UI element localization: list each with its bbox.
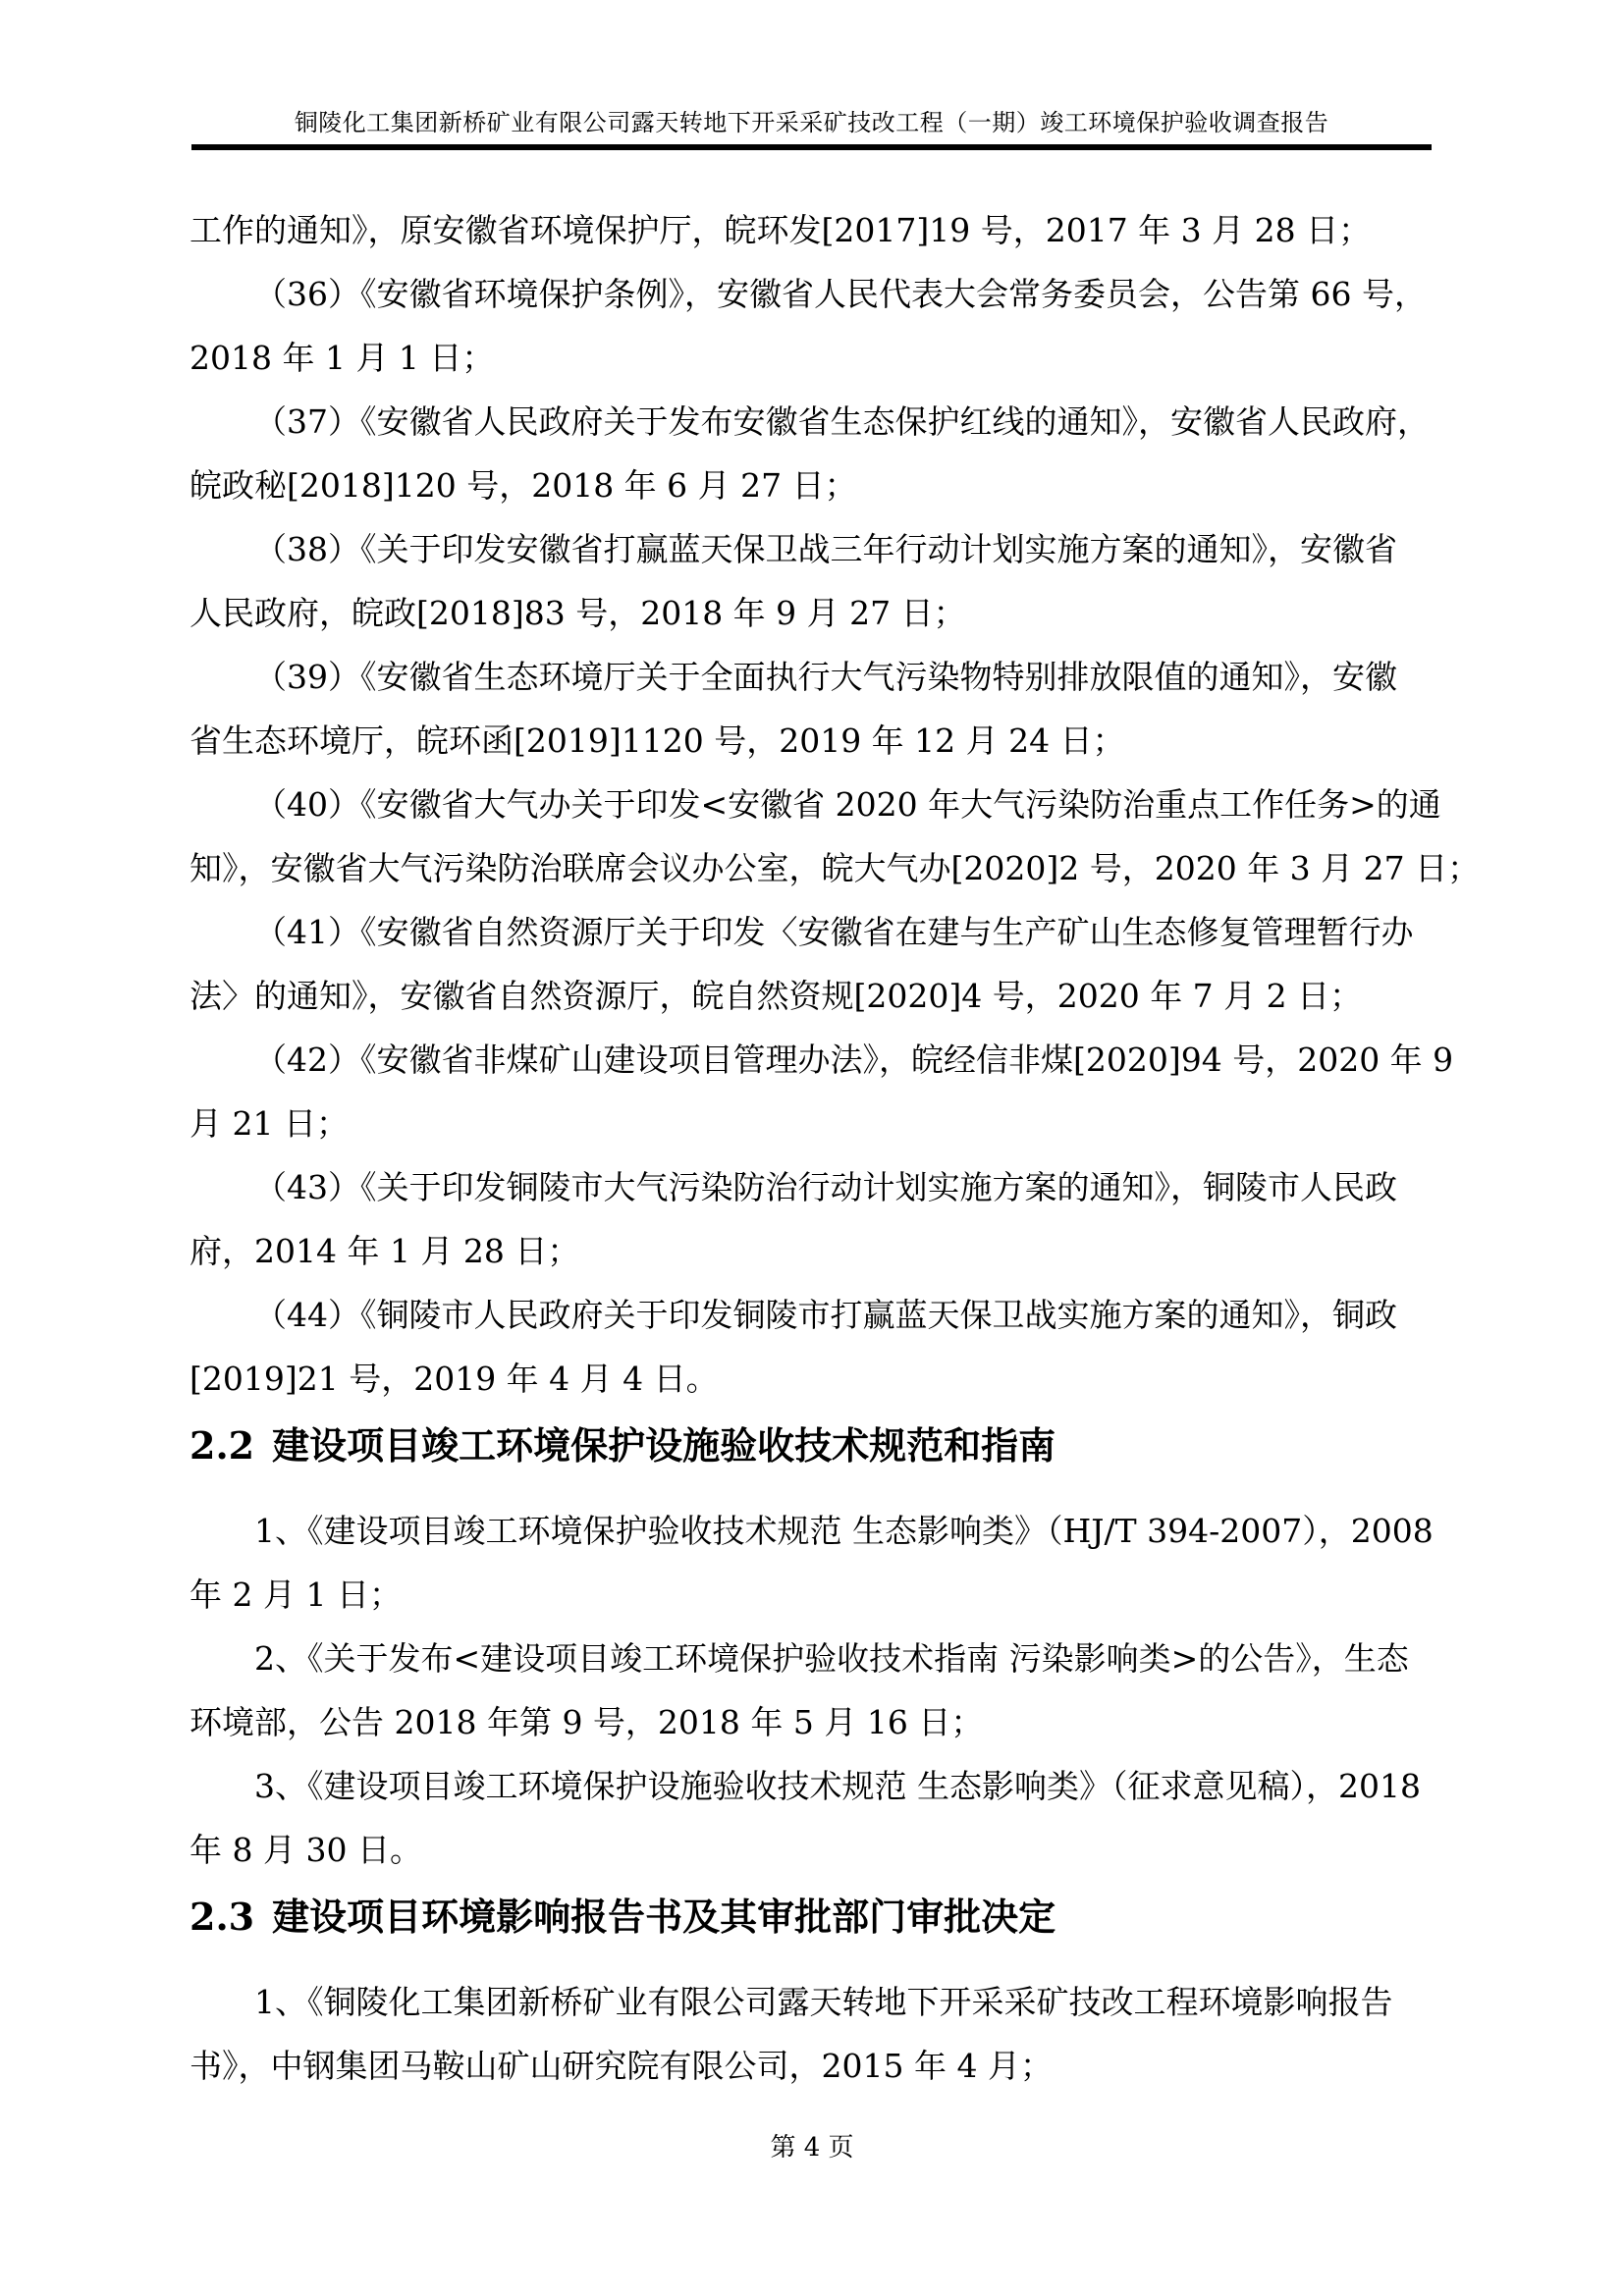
report-header-title: 铜陵化工集团新桥矿业有限公司露天转地下开采采矿技改工程（一期）竣工环境保护验收调查报告	[294, 109, 1329, 136]
body-line: （40）《安徽省大气办关于印发<安徽省 2020 年大气污染防治重点工作任务>的通	[254, 785, 1441, 824]
body-line: 1、《建设项目竣工环境保护验收技术规范 生态影响类》（HJ/T 394-2007），2008	[254, 1512, 1434, 1550]
body-line: 年 8 月 30 日。	[189, 1831, 422, 1869]
page-header	[191, 108, 1432, 150]
body-line: （43）《关于印发铜陵市大气污染防治行动计划实施方案的通知》，铜陵市人民政	[254, 1168, 1397, 1206]
body-line: （37）《安徽省人民政府关于发布安徽省生态保护红线的通知》，安徽省人民政府，	[254, 402, 1430, 441]
body-line: 省生态环境厅，皖环函[2019]1120 号，2019 年 12 月 24 日；	[189, 721, 1125, 760]
body-line: 2018 年 1 月 1 日；	[189, 339, 495, 377]
body-line: 皖政秘[2018]120 号，2018 年 6 月 27 日；	[189, 466, 857, 505]
section-heading-2-3	[189, 1890, 1440, 1944]
section-title: 建设项目竣工环境保护设施验收技术规范和指南	[272, 1423, 1056, 1468]
section-number: 2.2	[189, 1423, 255, 1468]
body-line: [2019]21 号，2019 年 4 月 4 日。	[189, 1360, 719, 1398]
body-line: 2、《关于发布<建设项目竣工环境保护验收技术指南 污染影响类>的公告》，生态	[254, 1639, 1409, 1678]
document-body	[189, 198, 1481, 2098]
page-footer	[0, 2128, 1624, 2167]
body-line: 3、《建设项目竣工环境保护设施验收技术规范 生态影响类》（征求意见稿），2018	[254, 1767, 1421, 1805]
body-line: （39）《安徽省生态环境厅关于全面执行大气污染物特别排放限值的通知》，安徽	[254, 658, 1397, 696]
section-number: 2.3	[189, 1895, 255, 1939]
body-line: 月 21 日；	[189, 1104, 349, 1143]
body-line: 1、《铜陵化工集团新桥矿业有限公司露天转地下开采采矿技改工程环境影响报告	[254, 1983, 1393, 2021]
body-line: 知》，安徽省大气污染防治联席会议办公室，皖大气办[2020]2 号，2020 年 3 月 27 日；	[189, 849, 1481, 887]
body-line: 工作的通知》，原安徽省环境保护厅，皖环发[2017]19 号，2017 年 3 月 28 日；	[189, 211, 1372, 249]
body-line: 书》，中钢集团马鞍山矿山研究院有限公司，2015 年 4 月；	[189, 2047, 1053, 2085]
body-line: 法〉的通知》，安徽省自然资源厅，皖自然资规[2020]4 号，2020 年 7 月 2 日；	[189, 977, 1363, 1015]
body-line: （41）《安徽省自然资源厅关于印发〈安徽省在建与生产矿山生态修复管理暂行办	[254, 913, 1414, 951]
body-line: （44）《铜陵市人民政府关于印发铜陵市打赢蓝天保卫战实施方案的通知》，铜政	[254, 1296, 1397, 1334]
body-line: （36）《安徽省环境保护条例》，安徽省人民代表大会常务委员会，公告第 66 号，	[254, 275, 1427, 313]
body-line: （38）《关于印发安徽省打赢蓝天保卫战三年行动计划实施方案的通知》，安徽省	[254, 530, 1397, 568]
section-heading-2-2	[189, 1418, 1440, 1472]
section-title: 建设项目环境影响报告书及其审批部门审批决定	[272, 1895, 1056, 1939]
page-number-label: 第 4 页	[770, 2133, 854, 2163]
body-line: 府，2014 年 1 月 28 日；	[189, 1232, 580, 1270]
body-line: 人民政府，皖政[2018]83 号，2018 年 9 月 27 日；	[189, 594, 966, 632]
body-line: 环境部，公告 2018 年第 9 号，2018 年 5 月 16 日；	[189, 1703, 984, 1741]
body-line: （42）《安徽省非煤矿山建设项目管理办法》，皖经信非煤[2020]94 号，2020 年 9	[254, 1041, 1454, 1079]
body-line: 年 2 月 1 日；	[189, 1575, 402, 1614]
